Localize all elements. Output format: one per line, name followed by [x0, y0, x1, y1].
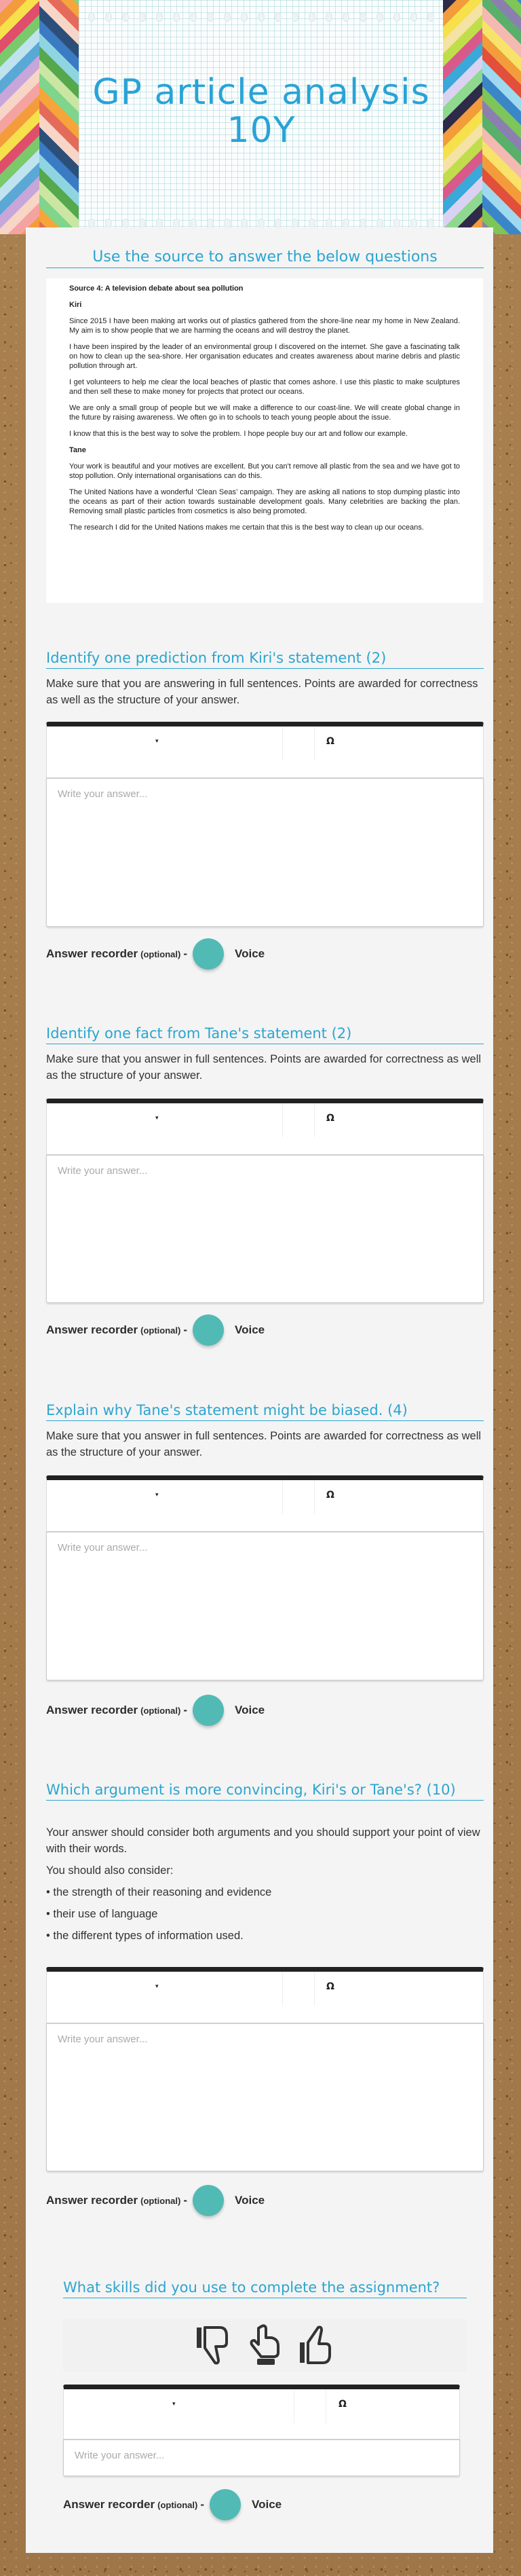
record-button[interactable]	[210, 2489, 241, 2520]
format-dropdown[interactable]	[64, 2389, 294, 2423]
toolbar-button[interactable]	[294, 2389, 326, 2423]
chevron-down-icon: ▾	[155, 1114, 159, 1121]
question-3-description	[46, 1428, 484, 1466]
pointing-hand-icon[interactable]	[247, 2323, 284, 2367]
recorder-voice-label: Voice	[235, 947, 265, 960]
question-5-editor-toolbar	[63, 2385, 460, 2441]
recorder-optional: (optional)	[140, 2195, 181, 2206]
recorder-dash: -	[183, 2194, 188, 2207]
thumbs-down-icon[interactable]	[195, 2323, 232, 2367]
toolbar-button[interactable]	[283, 1103, 315, 1137]
recorder-voice-label: Voice	[235, 1704, 265, 1716]
recorder-voice-label: Voice	[235, 1323, 265, 1336]
question-2-description	[46, 1051, 484, 1089]
tane-paragraph: The research I did for the United Nations makes me certain that this is the best way to clean up our oceans.	[69, 523, 424, 532]
format-dropdown[interactable]	[47, 1972, 283, 2006]
source-title: Source 4: A television debate about sea pollution	[69, 284, 244, 293]
record-button[interactable]	[193, 1314, 224, 1346]
recorder-label: Answer recorder	[46, 1704, 138, 1716]
chevron-down-icon: ▾	[172, 2400, 176, 2407]
page-title-line1: GP article analysis	[92, 72, 430, 113]
question-1-description	[46, 676, 484, 714]
recorder-optional: (optional)	[157, 2499, 198, 2510]
question-3-heading: Explain why Tane's statement might be biased. (4)	[46, 1403, 484, 1421]
question-1-answer-recorder	[46, 938, 265, 970]
toolbar-button[interactable]	[283, 726, 315, 760]
page-title-line2: 10Y	[227, 110, 296, 151]
header-banner	[0, 0, 521, 234]
record-button[interactable]	[193, 938, 224, 970]
special-characters-icon[interactable]: Ω	[326, 736, 334, 747]
question-1-answer-input[interactable]	[47, 779, 483, 926]
format-dropdown[interactable]	[47, 1103, 283, 1137]
question-1-answer-box	[46, 777, 484, 927]
special-characters-icon[interactable]: Ω	[326, 1490, 334, 1501]
special-characters-icon[interactable]: Ω	[339, 2399, 347, 2410]
question-4-heading: Which argument is more convincing, Kiri's or Tane's? (10)	[46, 1782, 484, 1801]
recorder-voice-label: Voice	[235, 2194, 265, 2207]
recorder-dash: -	[200, 2498, 205, 2511]
recorder-label: Answer recorder	[46, 1323, 138, 1336]
source-article	[46, 278, 483, 603]
recorder-label: Answer recorder	[46, 947, 138, 960]
description-bullet: • the different types of information used.	[46, 1930, 244, 1942]
chevron-pattern-right	[482, 0, 521, 234]
question-2-answer-input[interactable]	[47, 1156, 483, 1302]
kiri-paragraph: Since 2015 I have been making art works out of plastics gathered from the shore-line near my home in New Zealand. My aim is to show people that we are harming the oceans and will destroy the planet.	[69, 317, 460, 335]
notebook-holes-top	[88, 12, 434, 22]
kiri-paragraph: I have been inspired by the leader of an environmental group I discovered on the internet. She gave a fascinating talk on how to clean up the sea-shore. Her organisation educates and creates awareness about marine debris and plastic pollution through art.	[69, 343, 460, 370]
tane-paragraph: Your work is beautiful and your motives are excellent. But you can't remove all plastic from the sea and we have got to stop pollution. Only international organisations can do this.	[69, 462, 460, 480]
question-5-answer-box	[63, 2439, 460, 2476]
question-4-description	[46, 1824, 484, 1949]
toolbar-button[interactable]	[283, 1972, 315, 2006]
description-bullet: • the strength of their reasoning and evidence	[46, 1886, 272, 1898]
question-3-answer-input[interactable]	[47, 1532, 483, 1680]
question-2-editor-toolbar	[46, 1099, 484, 1155]
description-text: Your answer should consider both arguments and you should support your point of view with their words.	[46, 1826, 480, 1855]
question-3-answer-recorder	[46, 1695, 265, 1726]
chevron-down-icon: ▾	[155, 737, 159, 744]
description-bullet: • their use of language	[46, 1908, 158, 1920]
special-characters-icon[interactable]: Ω	[326, 1981, 334, 1992]
kiri-paragraph: I know that this is the best way to solve the problem. I hope people buy our art and follow our example.	[69, 430, 408, 438]
toolbar-button[interactable]	[283, 1480, 315, 1514]
speaker-kiri: Kiri	[69, 301, 82, 309]
question-3-editor-toolbar	[46, 1475, 484, 1532]
record-button[interactable]	[193, 2185, 224, 2216]
recorder-optional: (optional)	[140, 1705, 181, 1716]
notebook-holes-bottom	[88, 219, 434, 228]
recorder-dash: -	[183, 947, 188, 960]
description-text: Make sure that you are answering in full sentences. Points are awarded for correctness as well as the structure of your answer.	[46, 678, 478, 706]
description-text: You should also consider:	[46, 1864, 174, 1877]
tane-paragraph: The United Nations have a wonderful ‘Clean Seas’ campaign. They are asking all nations to stop dumping plastic into the oceans as part of their action towards sustainable development goals. Many celebrities are backing the plan. Removing small plastic particles from cosmetics is also being promoted.	[69, 488, 460, 515]
question-2-answer-recorder	[46, 1314, 265, 1346]
description-text: Make sure that you answer in full sentences. Points are awarded for correctness as well as the structure of your answer.	[46, 1053, 482, 1082]
question-4-editor-toolbar	[46, 1967, 484, 2023]
question-4-answer-recorder	[46, 2185, 265, 2216]
chevron-down-icon: ▾	[155, 1983, 159, 1989]
speaker-tane: Tane	[69, 446, 86, 454]
kiri-paragraph: I get volunteers to help me clear the local beaches of plastic that comes ashore. I use this plastic to make sculptures and then sell these to make money for projects that protect our oceans.	[69, 378, 460, 396]
worksheet-card	[26, 227, 493, 2553]
kiri-paragraph: We are only a small group of people but we will make a difference to our coast-line. We will create global change in the future by raising awareness. We often go in to schools to teach young people about the issue.	[69, 404, 460, 422]
recorder-label: Answer recorder	[46, 2194, 138, 2207]
recorder-optional: (optional)	[140, 949, 181, 959]
question-2-heading: Identify one fact from Tane's statement (2)	[46, 1026, 484, 1044]
reflection-rating	[63, 2319, 467, 2372]
chevron-pattern-left	[0, 0, 39, 234]
recorder-label: Answer recorder	[63, 2498, 155, 2511]
question-5-answer-recorder	[63, 2489, 282, 2520]
question-3-answer-box	[46, 1531, 484, 1680]
question-5-heading: What skills did you use to complete the assignment?	[63, 2280, 467, 2298]
record-button[interactable]	[193, 1695, 224, 1726]
description-text: Make sure that you answer in full sentences. Points are awarded for correctness as well as the structure of your answer.	[46, 1430, 482, 1458]
question-4-answer-input[interactable]	[47, 2024, 483, 2171]
intro-heading: Use the source to answer the below questions	[46, 250, 484, 268]
page-title	[41, 73, 482, 149]
recorder-optional: (optional)	[140, 1325, 181, 1336]
format-dropdown[interactable]	[47, 726, 283, 760]
question-2-answer-box	[46, 1154, 484, 1303]
format-dropdown[interactable]	[47, 1480, 283, 1514]
question-1-editor-toolbar	[46, 722, 484, 778]
question-1-heading: Identify one prediction from Kiri's statement (2)	[46, 650, 484, 669]
question-5-answer-input[interactable]	[64, 2440, 459, 2476]
thumbs-up-icon[interactable]	[298, 2323, 335, 2367]
recorder-voice-label: Voice	[252, 2498, 282, 2511]
recorder-dash: -	[183, 1323, 188, 1336]
question-4-answer-box	[46, 2023, 484, 2171]
special-characters-icon[interactable]: Ω	[326, 1113, 334, 1124]
chevron-down-icon: ▾	[155, 1491, 159, 1498]
recorder-dash: -	[183, 1704, 188, 1716]
